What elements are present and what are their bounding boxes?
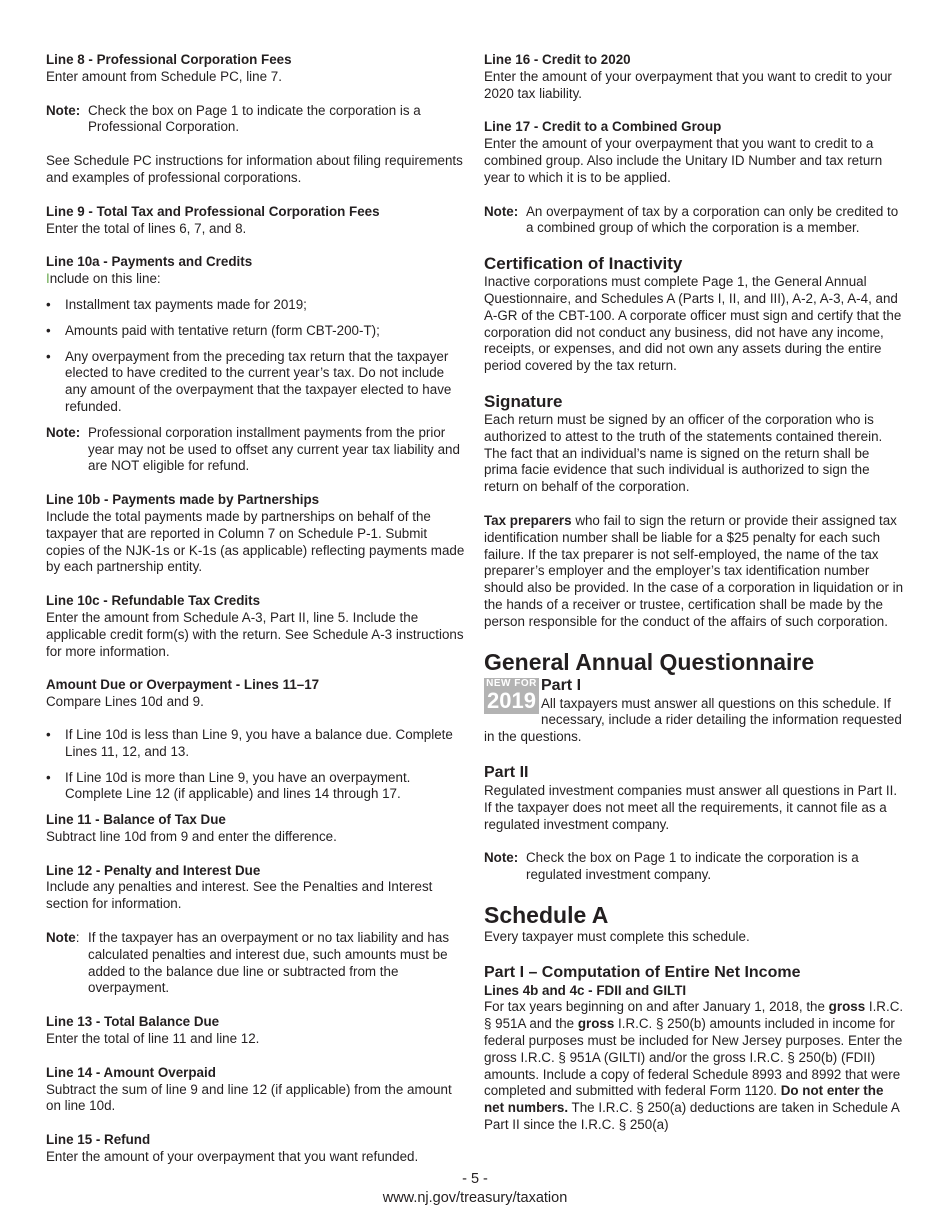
fdii-gilti-text: For tax years beginning on and after January 1, 2018, the gross I.R.C. § 951A and the gross I.R.C. § 250(b) amounts included in income for federal purposes must be included for New Jersey purposes. Enter the gross I.R.C. § 951A (GILTI) and/or the gross I.R.C. § 250(b) (FDII) amounts. Include a copy of federal Schedule 8993 and 8992 that were completed and submitted with federal Form 1120. Do not enter the net numbers. The I.R.C. § 250(a) deductions are taken in Schedule A Part II since the I.R.C. § 250(a) <box>484 999 904 1133</box>
line10a-intro: Include on this line: <box>46 271 161 287</box>
right-column <box>484 52 904 1134</box>
note-regulated-investment <box>484 850 904 884</box>
line12-section <box>46 863 468 913</box>
line13-text: Enter the total of line 11 and line 12. <box>46 1031 260 1047</box>
line12-heading: Line 12 - Penalty and Interest Due <box>46 862 261 878</box>
tax-preparers-text: Tax preparers who fail to sign the return or provide their assigned tax identification number shall be liable for a $25 penalty for each such failure. If the tax preparer is not self-employed, the name of the tax preparer’s employer and the employer’s tax identification number should also be provided. In the case of a corporation in liquidation or in the hands of a receiver or trustee, certification shall be made by the person responsible for the conduct of the affairs of such corporation. <box>484 512 904 629</box>
page-number: - 5 - <box>462 1171 488 1187</box>
tax-preparers-section <box>484 513 904 631</box>
list-item: • If Line 10d is less than Line 9, you have a balance due. Complete Lines 11, 12, and 13. <box>46 726 453 759</box>
amount-due-heading: Amount Due or Overpayment - Lines 11–17 <box>46 677 320 693</box>
line10c-section <box>46 593 468 660</box>
note-text: An overpayment of tax by a corporation can only be credited to a combined group of which the corporation is a member. <box>526 203 899 236</box>
schedule-a-part1-heading: Part I – Computation of Entire Net Income <box>484 963 801 981</box>
note-professional-corporation <box>46 103 468 137</box>
note-label: Note: <box>46 930 80 946</box>
schedule-pc-info <box>46 153 468 187</box>
list-item: • Amounts paid with tentative return (form CBT-200-T); <box>46 322 380 338</box>
line14-section <box>46 1065 468 1115</box>
amount-due-section <box>46 677 468 711</box>
line10b-heading: Line 10b - Payments made by Partnerships <box>46 492 320 508</box>
line17-text: Enter the amount of your overpayment that you want to credit to a combined group. Also include the Unitary ID Number and tax return year to which it is to be applied. <box>484 136 883 185</box>
gaq-part1 <box>484 676 904 746</box>
note-label: Note: <box>46 102 81 118</box>
line17-heading: Line 17 - Credit to a Combined Group <box>484 119 722 135</box>
line16-text: Enter the amount of your overpayment that you want to credit to your 2020 tax liability. <box>484 68 892 101</box>
line10b-text: Include the total payments made by partnerships on behalf of the taxpayer that are reported in Column 7 on Schedule P-1. Submit copies of the NJK-1s or K-1s (as applicable) reflecting payments made by each partnership entity. <box>46 508 465 575</box>
note-installment-payments <box>46 425 468 475</box>
gaq-part1-text: All taxpayers must answer all questions on this schedule. If necessary, include a rider detailing the information requested in the questions. <box>484 695 902 745</box>
list-item: • Any overpayment from the preceding tax return that the taxpayer elected to have credited to the current year’s tax. Do not include any amount of the overpayment that the taxpayer elected to have refunded. <box>46 348 452 414</box>
line13-section <box>46 1014 468 1048</box>
signature-heading: Signature <box>484 391 563 411</box>
certification-heading: Certification of Inactivity <box>484 254 683 274</box>
line8-heading: Line 8 - Professional Corporation Fees <box>46 52 292 67</box>
line10c-text: Enter the amount from Schedule A-3, Part II, line 5. Include the applicable credit form(s) with the return. See Schedule A-3 instructions for more information. <box>46 609 464 659</box>
new-for-2019-badge: NEW FOR 2019 <box>484 678 539 714</box>
line17-section <box>484 119 904 186</box>
line9-section <box>46 204 468 238</box>
line10b-section <box>46 492 468 576</box>
line8-section <box>46 52 468 86</box>
signature-text: Each return must be signed by an officer of the corporation who is authorized to attest to the truth of the statements contained therein. The fact that an individual’s name is signed on the return shall be prima facie evidence that such individual is authorized to sign the return on behalf of the corporation. <box>484 411 883 495</box>
line9-heading: Line 9 - Total Tax and Professional Corporation Fees <box>46 203 380 219</box>
certification-text: Inactive corporations must complete Page 1, the General Annual Questionnaire, and Schedules A (Parts I, II, and III), A-2, A-3, A-4, and A-GR of the CBT-100. A corporate officer must sign and certify that the corporation did not conduct any business, did not have any income, receipts, or expenses, and did not own any assets during the entire period covered by the tax return. <box>484 274 902 374</box>
line10a-section <box>46 254 468 288</box>
line14-heading: Line 14 - Amount Overpaid <box>46 1064 216 1080</box>
left-column <box>46 52 468 1183</box>
signature-section <box>484 392 904 496</box>
amount-due-bullets <box>46 727 468 803</box>
schedule-pc-text: See Schedule PC instructions for information about filing requirements and examples of professional corporations. <box>46 153 463 185</box>
line11-section <box>46 812 468 846</box>
gaq-heading: General Annual Questionnaire <box>484 648 815 675</box>
line15-section <box>46 1132 468 1166</box>
line16-section <box>484 52 904 102</box>
general-annual-questionnaire <box>484 648 904 834</box>
gaq-part2-heading: Part II <box>484 763 529 781</box>
line10c-heading: Line 10c - Refundable Tax Credits <box>46 593 261 609</box>
note-label: Note: <box>484 203 519 219</box>
footer-url: www.nj.gov/treasury/taxation <box>382 1190 568 1206</box>
note-text: Check the box on Page 1 to indicate the corporation is a Professional Corporation. <box>88 102 421 135</box>
line9-text: Enter the total of lines 6, 7, and 8. <box>46 220 247 236</box>
note-label: Note: <box>46 424 81 440</box>
schedule-a-text: Every taxpayer must complete this schedule. <box>484 928 750 944</box>
gaq-part1-heading: Part I <box>541 676 582 694</box>
list-item: • Installment tax payments made for 2019; <box>46 296 307 312</box>
gaq-part2-text: Regulated investment companies must answer all questions in Part II. If the taxpayer does not meet all the requirements, it cannot file as a regulated investment company. <box>484 782 898 832</box>
line15-text: Enter the amount of your overpayment that you want refunded. <box>46 1149 419 1165</box>
line14-text: Subtract the sum of line 9 and line 12 (if applicable) from the amount on line 10d. <box>46 1081 452 1114</box>
line8-text: Enter amount from Schedule PC, line 7. <box>46 68 282 84</box>
lines-4b-4c-heading: Lines 4b and 4c - FDII and GILTI <box>484 982 687 998</box>
note-label: Note: <box>484 850 519 866</box>
line12-text: Include any penalties and interest. See the Penalties and Interest section for information. <box>46 879 433 912</box>
note-text: Check the box on Page 1 to indicate the corporation is a regulated investment company. <box>526 850 859 883</box>
note-combined-group <box>484 204 904 238</box>
amount-due-text: Compare Lines 10d and 9. <box>46 694 204 710</box>
line13-heading: Line 13 - Total Balance Due <box>46 1014 220 1030</box>
line15-heading: Line 15 - Refund <box>46 1132 151 1148</box>
gaq-part2 <box>484 763 904 833</box>
schedule-a-heading: Schedule A <box>484 901 609 928</box>
line11-heading: Line 11 - Balance of Tax Due <box>46 812 226 828</box>
line16-heading: Line 16 - Credit to 2020 <box>484 52 631 67</box>
list-item: • If Line 10d is more than Line 9, you have an overpayment. Complete Line 12 (if applicable) and lines 14 through 17. <box>46 769 411 802</box>
page-footer <box>0 1170 950 1208</box>
line10a-heading: Line 10a - Payments and Credits <box>46 254 253 270</box>
line10a-bullets <box>46 297 468 416</box>
certification-section <box>484 254 904 375</box>
note-penalties <box>46 930 468 997</box>
schedule-a-section <box>484 901 904 1134</box>
note-text: If the taxpayer has an overpayment or no tax liability and has calculated penalties and interest due, such amounts must be added to the balance due line or subtracted from the overpayment. <box>88 930 450 996</box>
line11-text: Subtract line 10d from 9 and enter the difference. <box>46 828 337 844</box>
note-text: Professional corporation installment payments from the prior year may not be used to offset any current year tax liability and are NOT eligible for refund. <box>88 424 460 474</box>
